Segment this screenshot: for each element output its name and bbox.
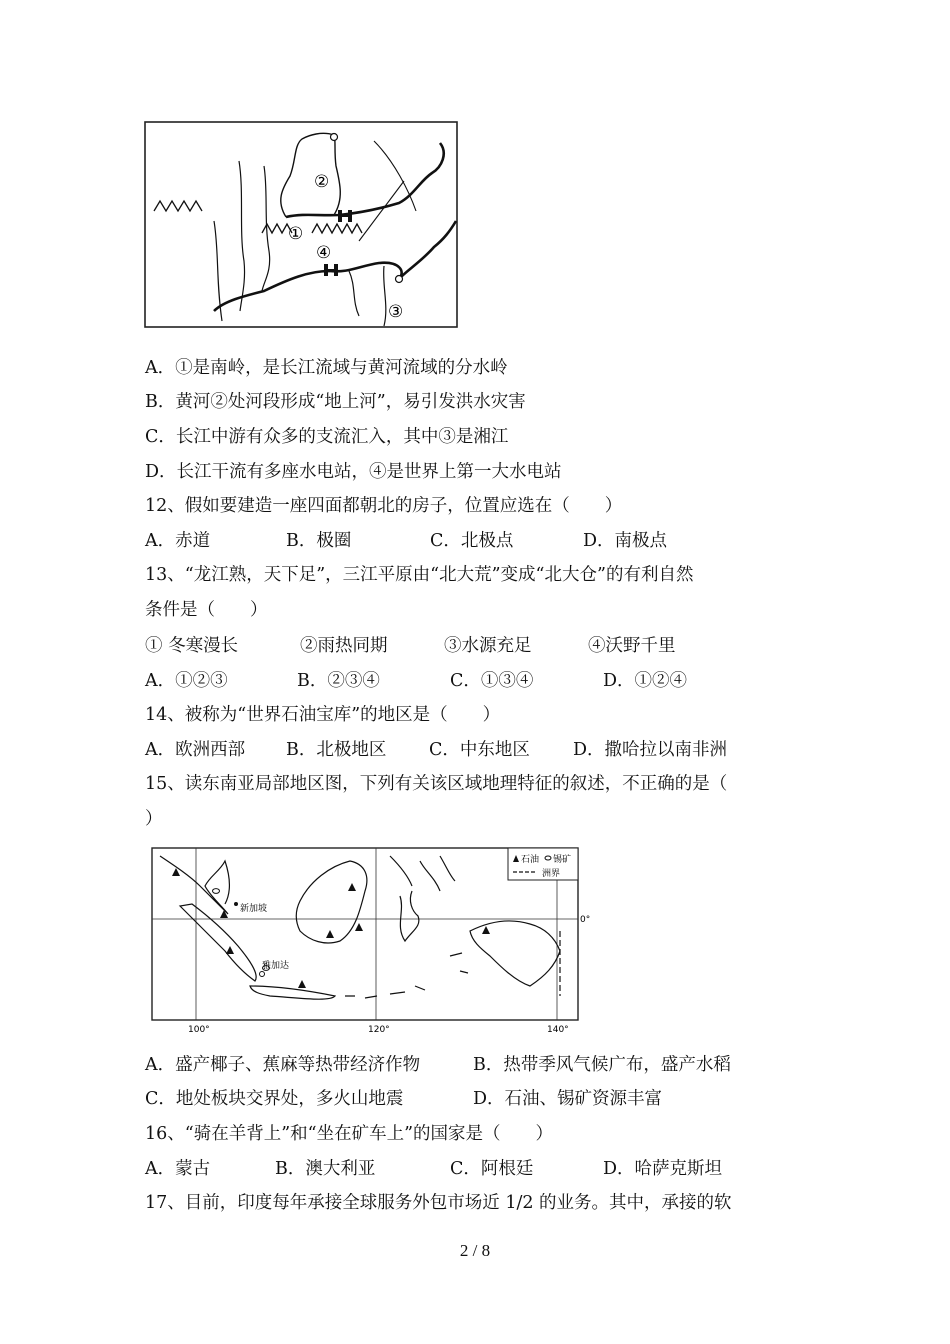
q16-option-c: C．阿根廷 (450, 1159, 534, 1179)
q14-option-d: D．撒哈拉以南非洲 (573, 740, 728, 760)
q13-condition-2: ②雨热同期 (300, 636, 388, 656)
q15-option-c: C．地处板块交界处，多火山地震 (145, 1089, 404, 1109)
q13-option-b: B．②③④ (297, 671, 380, 691)
q15-option-b: B．热带季风气候广布，盛产水稻 (473, 1055, 731, 1075)
q16-option-a: A．蒙古 (145, 1159, 211, 1179)
q12-option-a: A．赤道 (145, 531, 211, 551)
q14-stem: 14、被称为“世界石油宝库”的地区是（ ） (145, 705, 501, 725)
q13-condition-3: ③水源充足 (444, 636, 532, 656)
map-label-3: ③ (388, 302, 404, 322)
q16-option-b: B．澳大利亚 (275, 1159, 376, 1179)
q12-option-b: B．极圈 (286, 531, 352, 551)
legend-tin: 锡矿 (553, 855, 572, 865)
q12-stem: 12、假如要建造一座四面都朝北的房子，位置应选在（ ） (145, 496, 623, 516)
q17-stem-line1: 17、目前，印度每年承接全球服务外包市场近 1/2 的业务。其中，承接的软 (145, 1193, 732, 1213)
legend-boundary: 洲界 (542, 869, 561, 879)
q16-option-d: D．哈萨克斯坦 (603, 1159, 723, 1179)
q12-option-d: D．南极点 (583, 531, 668, 551)
map-label-4: ④ (316, 243, 332, 263)
china-rivers-map (144, 121, 458, 328)
q14-option-c: C．中东地区 (429, 740, 530, 760)
q13-condition-4: ④沃野千里 (588, 636, 676, 656)
lon-100: 100° (188, 1025, 210, 1035)
lon-120: 120° (368, 1025, 390, 1035)
lat-0: 0° (580, 915, 590, 925)
q13-option-a: A．①②③ (145, 671, 228, 691)
q12-option-c: C．北极点 (430, 531, 514, 551)
q11-option-d: D．长江干流有多座水电站，④是世界上第一大水电站 (145, 462, 562, 482)
southeast-asia-map (150, 846, 590, 1036)
q15-stem-line1: 15、读东南亚局部地区图，下列有关该区域地理特征的叙述，不正确的是（ (145, 774, 728, 794)
q16-stem: 16、“骑在羊背上”和“坐在矿车上”的国家是（ ） (145, 1124, 554, 1144)
city-singapore: 新加坡 (240, 904, 268, 914)
q15-option-d: D．石油、锡矿资源丰富 (473, 1089, 663, 1109)
q15-option-a: A．盛产椰子、蕉麻等热带经济作物 (145, 1055, 421, 1075)
city-jakarta: 雅加达 (262, 961, 290, 971)
q13-option-d: D．①②④ (603, 671, 688, 691)
map-label-1: ① (288, 224, 304, 244)
q15-stem-line2: ） (145, 809, 163, 829)
lon-140: 140° (547, 1025, 569, 1035)
legend-oil: 石油 (521, 855, 540, 865)
q14-option-b: B．北极地区 (286, 740, 387, 760)
q13-stem-line1: 13、“龙江熟，天下足”，三江平原由“北大荒”变成“北大仓”的有利自然 (145, 565, 694, 585)
q11-option-b: B．黄河②处河段形成“地上河”，易引发洪水灾害 (145, 392, 526, 412)
q13-stem-line2: 条件是（ ） (145, 600, 268, 620)
q11-option-c: C．长江中游有众多的支流汇入，其中③是湘江 (145, 427, 509, 447)
page-number: 2 / 8 (459, 1241, 491, 1260)
q11-option-a: A．①是南岭，是长江流域与黄河流域的分水岭 (145, 358, 508, 378)
map-label-2: ② (314, 172, 330, 192)
q14-option-a: A．欧洲西部 (145, 740, 246, 760)
q13-option-c: C．①③④ (450, 671, 534, 691)
q13-condition-1: ① 冬寒漫长 (145, 636, 239, 656)
